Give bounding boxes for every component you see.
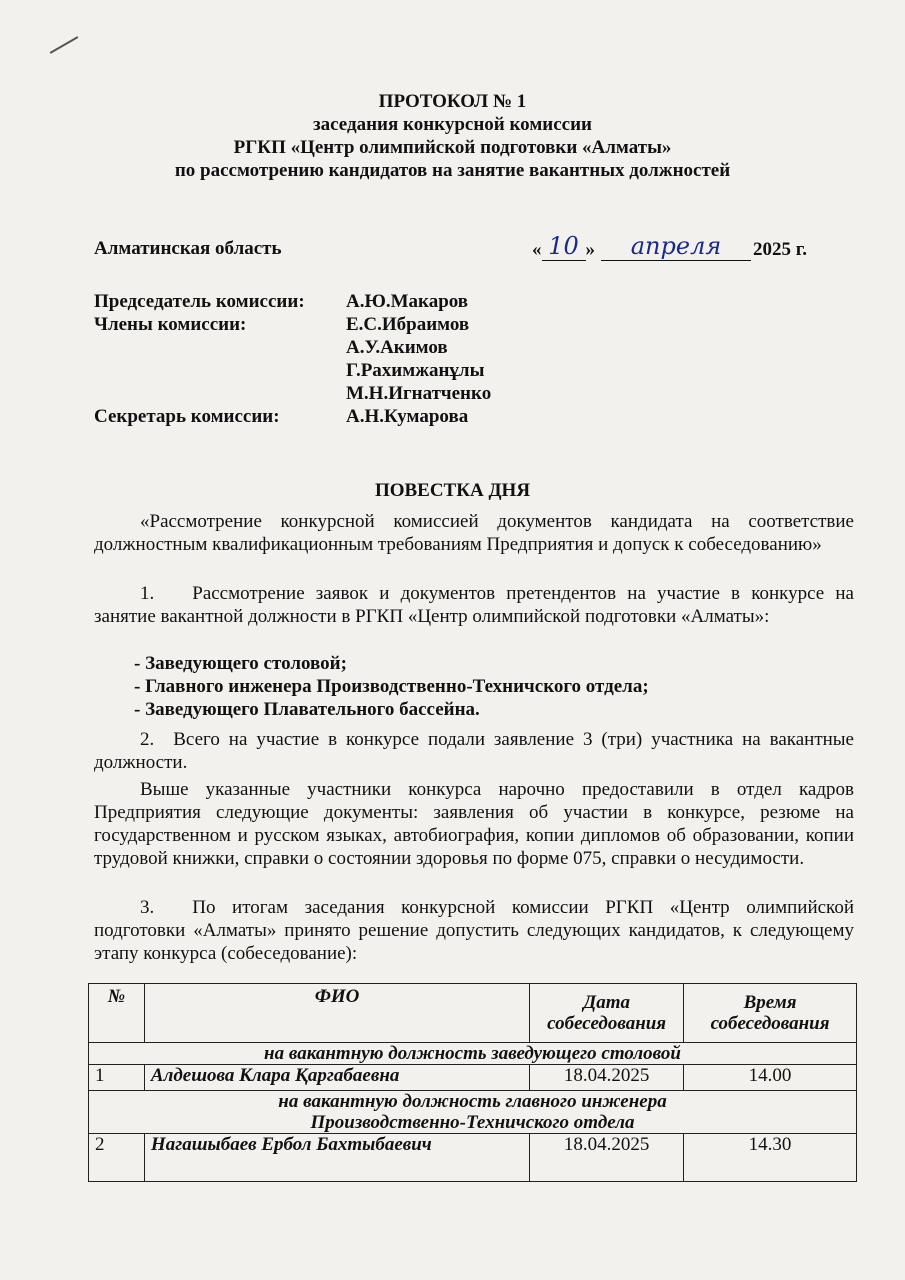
cell-number: 2 xyxy=(89,1134,145,1182)
date-month: апреля xyxy=(601,232,751,261)
cell-number: 1 xyxy=(89,1065,145,1091)
agenda-title: ПОВЕСТКА ДНЯ xyxy=(374,480,531,501)
position-item: - Заведующего столовой; xyxy=(134,653,347,674)
header-time: Время собеседования xyxy=(684,984,857,1043)
section-title: на вакантную должность главного инженера Производственно-Техничского отдела xyxy=(89,1091,857,1134)
header-number: № xyxy=(89,984,145,1043)
protocol-header xyxy=(0,90,905,182)
cell-date: 18.04.2025 xyxy=(530,1134,684,1182)
position-item: - Заведующего Плавательного бассейна. xyxy=(134,699,480,720)
header-fio: ФИО xyxy=(144,984,529,1043)
table-row xyxy=(89,1134,857,1182)
position-item: - Главного инженера Производственно-Техничского отдела; xyxy=(134,676,649,697)
protocol-date: « 10 » апреля 2025 г. xyxy=(532,232,807,260)
cell-fio: Алдешова Клара Қаргабаевна xyxy=(144,1065,529,1091)
cell-time: 14.00 xyxy=(684,1065,857,1091)
positions-list xyxy=(94,652,854,721)
agenda-item-1: 1. Рассмотрение заявок и документов претендентов на участие в конкурсе на занятие вакантной должности в РГКП «Центр олимпийской подготовки «Алматы»: xyxy=(94,583,854,627)
secretary-name: А.Н.Кумарова xyxy=(346,406,469,427)
section-row xyxy=(89,1091,857,1134)
organization-name: РГКП «Центр олимпийской подготовки «Алматы» xyxy=(233,137,672,158)
members-label: Члены комиссии: xyxy=(94,314,247,335)
protocol-purpose: по рассмотрению кандидатов на занятие вакантных должностей xyxy=(174,160,731,181)
agenda-item-3: 3. По итогам заседания конкурсной комиссии РГКП «Центр олимпийской подготовки «Алматы» принято решение допустить следующих кандидатов, к следующему этапу конкурса (собеседование): xyxy=(94,897,854,964)
agenda-intro: «Рассмотрение конкурсной комиссией документов кандидата на соответствие должностным квалификационным требованиям Предприятия и допуск к собеседованию» xyxy=(94,511,854,555)
candidates-table xyxy=(88,983,857,1182)
protocol-subtitle: заседания конкурсной комиссии xyxy=(313,114,592,135)
member-name: Е.С.Ибраимов xyxy=(346,314,470,335)
member-name: М.Н.Игнатченко xyxy=(346,383,492,404)
section-row xyxy=(89,1043,857,1065)
table-row xyxy=(89,1065,857,1091)
cell-date: 18.04.2025 xyxy=(530,1065,684,1091)
chair-label: Председатель комиссии: xyxy=(94,291,305,312)
header-date: Дата собеседования xyxy=(530,984,684,1043)
member-name: А.У.Акимов xyxy=(346,337,448,358)
chair-name: А.Ю.Макаров xyxy=(346,291,469,312)
date-year: 2025 г. xyxy=(753,239,807,260)
section-title: на вакантную должность заведующего столовой xyxy=(89,1043,857,1065)
protocol-title: ПРОТОКОЛ № 1 xyxy=(378,91,527,112)
secretary-label: Секретарь комиссии: xyxy=(94,406,280,427)
cell-time: 14.30 xyxy=(684,1134,857,1182)
documents-paragraph: Выше указанные участники конкурса нарочно предоставили в отдел кадров Предприятия следующие документы: заявления об участии в конкурсе, резюме на государственном и русском языках, автобиография, копии дипломов об образовании, копии трудовой книжки, справки о состоянии здоровья по форме 075, справки о несудимости. xyxy=(94,779,854,869)
date-day: 10 xyxy=(542,232,586,261)
agenda-item-2: 2. Всего на участие в конкурсе подали заявление 3 (три) участника на вакантные должности. xyxy=(94,729,854,773)
member-name: Г.Рахимжанұлы xyxy=(346,360,485,381)
pen-mark xyxy=(50,36,79,54)
place: Алматинская область xyxy=(94,238,282,259)
commission-list xyxy=(94,290,491,428)
table-header-row xyxy=(89,984,857,1043)
cell-fio: Нагашыбаев Ербол Бахтыбаевич xyxy=(144,1134,529,1182)
